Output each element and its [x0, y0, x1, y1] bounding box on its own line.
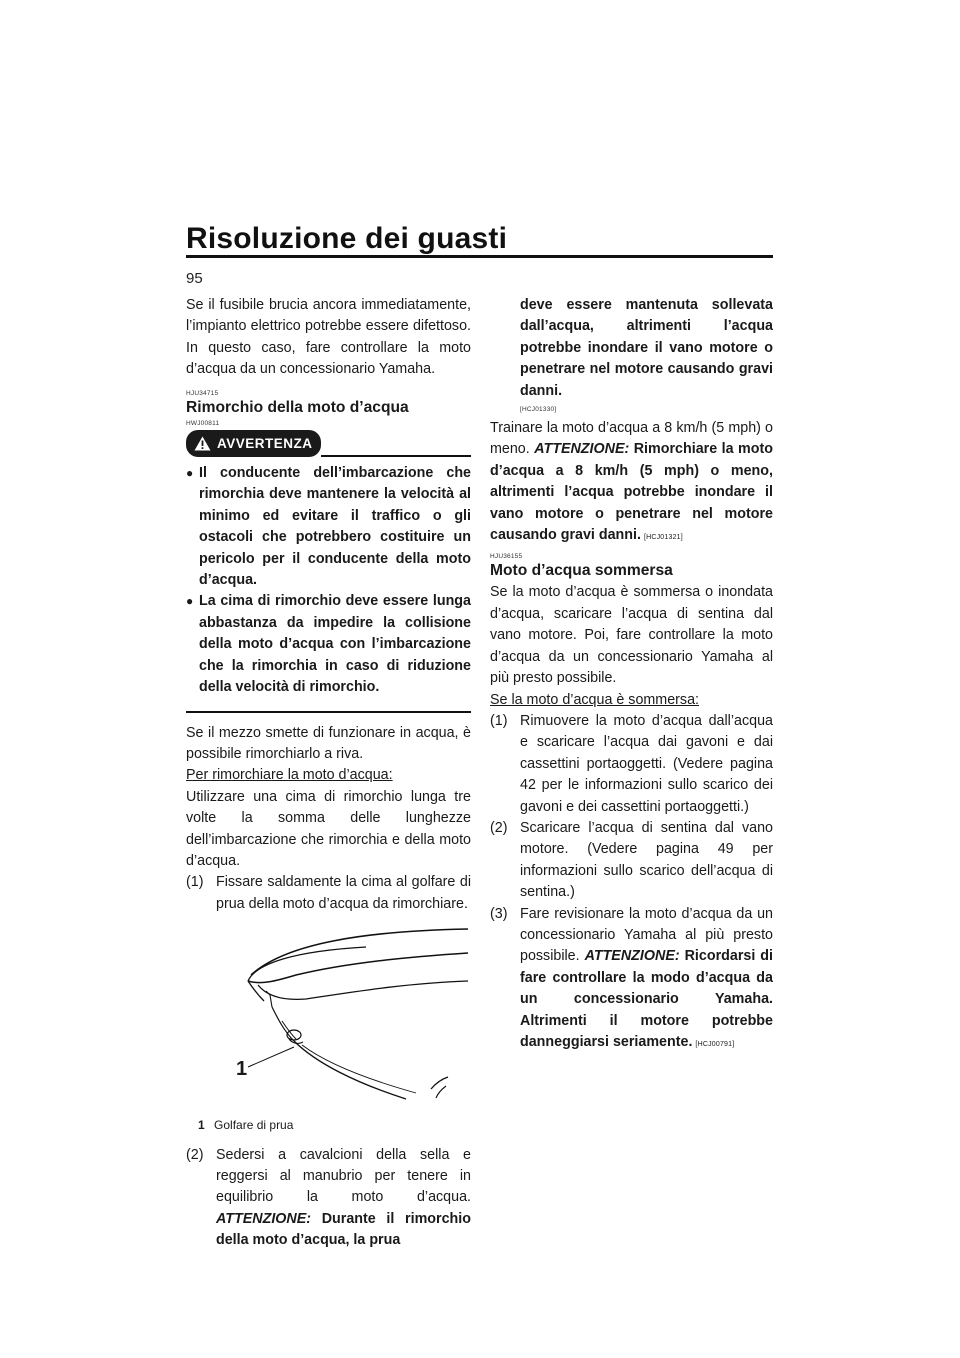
attention-label: ATTENZIONE:	[534, 441, 630, 458]
bow-eye-figure	[186, 923, 471, 1113]
step-text: Fissare saldamente la cima al golfare di prua della moto d’acqua da rimorchiare.	[216, 874, 471, 912]
figure-caption-text: Golfare di prua	[214, 1118, 294, 1133]
page-title: Risoluzione dei guasti	[186, 222, 508, 255]
step-indent	[490, 295, 520, 402]
after-warning-paragraph: Se il mezzo smette di funzionare in acqua, è possibile rimorchiarlo a riva.	[186, 724, 471, 762]
bullet-dot: ●	[186, 466, 194, 481]
bow-illustration	[186, 923, 471, 1113]
warning-box	[186, 457, 471, 712]
attention-text: Ricordarsi di fare controllare la modo d’acqua da un concessionario Yamaha. Altrimenti il motore potrebbe danneggiarsi seriamente.	[520, 948, 773, 1050]
attention-label: ATTENZIONE:	[216, 1210, 312, 1227]
warning-triangle-icon	[194, 436, 211, 451]
step-item	[490, 904, 773, 1056]
warning-badge	[186, 430, 321, 457]
intro-paragraph: Se il fusibile brucia ancora immediatamente, l’impianto elettrico potrebbe essere difettoso. In questo caso, fare controllare la moto d’acqua da un concessionario Yamaha.	[186, 297, 471, 378]
figure-callout-number: 1	[236, 1058, 248, 1081]
caution-code: [HCJ01321]	[643, 534, 683, 542]
attention-text: Rimorchiare la moto d’acqua a 8 km/h (5 mph) o meno, altrimenti l’acqua potrebbe inondare il vano motore o penetrare nel motore causando gravi danni.	[490, 441, 773, 544]
attention-text: Durante il rimorchio della moto d’acqua, la prua	[216, 1210, 471, 1249]
step-text	[520, 904, 773, 1056]
warning-rule	[321, 455, 471, 457]
warning-bullet-text: Il conducente dell’imbarcazione che rimorchia deve mantenere la velocità al minimo ed evitare il traffico o gli ostacoli che potrebbero costituire un pericolo per il conducente della moto d’acqua.	[199, 465, 471, 589]
caution-code: [HCJ00791]	[695, 1041, 735, 1048]
figure-caption-number: 1	[198, 1118, 205, 1133]
tow-speed-paragraph	[490, 418, 773, 548]
figure-caption	[198, 1115, 471, 1136]
step-number: (1)	[186, 874, 204, 891]
tow-paragraph: Utilizzare una cima di rimorchio lunga tre volte la somma delle lunghezze dell’imbarcazione che rimorchia e della moto d’acqua.	[186, 788, 471, 869]
warning-header	[186, 430, 471, 457]
left-column	[186, 295, 471, 1252]
step-text	[216, 1145, 471, 1252]
attention-label: ATTENZIONE:	[584, 948, 680, 965]
step-item	[490, 818, 773, 904]
attention-text-continued: deve essere mantenuta sollevata dall’acqua, altrimenti l’acqua potrebbe inondare il vano motore o penetrare nel motore causando gravi danni.	[520, 297, 773, 399]
caution-code: [HCJ01330]	[520, 406, 557, 414]
warning-label: AVVERTENZA	[217, 435, 313, 451]
warning-bullet	[186, 463, 471, 591]
step-continuation	[490, 295, 773, 402]
step-number: (3)	[490, 905, 508, 922]
bullet-dot: ●	[186, 594, 194, 609]
step-item	[490, 711, 773, 818]
step-item	[186, 1145, 471, 1252]
step-text: Rimuovere la moto d’acqua dall’acqua e scaricare l’acqua dai gavoni e dai cassettini portaoggetti. (Vedere pagina 42 per le informazioni sullo scarico dei gavoni e dei cassettini portaoggetti.)	[520, 712, 773, 815]
warning-bullet-text: La cima di rimorchio deve essere lunga abbastanza da impedire la collisione della moto d’acqua con l’imbarcazione che la rimorchia in caso di riduzione della velocità di rimorchio.	[199, 593, 471, 696]
section-heading-towing: Rimorchio della moto d’acqua	[186, 398, 409, 416]
warning-code: HWJ00811	[186, 419, 220, 427]
step-number: (2)	[186, 1146, 204, 1163]
page-number: 95	[186, 270, 203, 287]
step-text: Scaricare l’acqua di sentina dal vano motore. (Vedere pagina 49 per informazioni sullo scarico dell’acqua di sentina.)	[520, 819, 773, 901]
warning-bullet	[186, 591, 471, 698]
section-code: HJU34715	[186, 389, 219, 397]
submerged-subheading: Se la moto d’acqua è sommersa:	[490, 691, 699, 708]
title-rule	[186, 255, 773, 258]
step-number: (1)	[490, 712, 508, 729]
section-heading-submerged: Moto d’acqua sommersa	[490, 562, 673, 580]
tow-speed-text: Trainare la moto d’acqua a 8 km/h (5 mph) o meno.	[490, 420, 773, 458]
submerged-paragraph: Se la moto d’acqua è sommersa o inondata d’acqua, scaricare l’acqua di sentina dal vano motore. Poi, fare controllare la moto d’acqua da un concessionario Yamaha al più presto possibile.	[490, 584, 773, 687]
right-column	[490, 295, 773, 1055]
step-number: (2)	[490, 819, 508, 836]
step-text-body: Fare revisionare la moto d’acqua da un concessionario Yamaha al più presto possibile.	[520, 905, 773, 965]
section-code: HJU36155	[490, 553, 523, 561]
step-text-body: Sedersi a cavalcioni della sella e reggersi al manubrio per tenere in equilibrio la moto d’acqua.	[216, 1146, 471, 1206]
step-item	[186, 872, 471, 915]
tow-subheading: Per rimorchiare la moto d’acqua:	[186, 767, 393, 784]
